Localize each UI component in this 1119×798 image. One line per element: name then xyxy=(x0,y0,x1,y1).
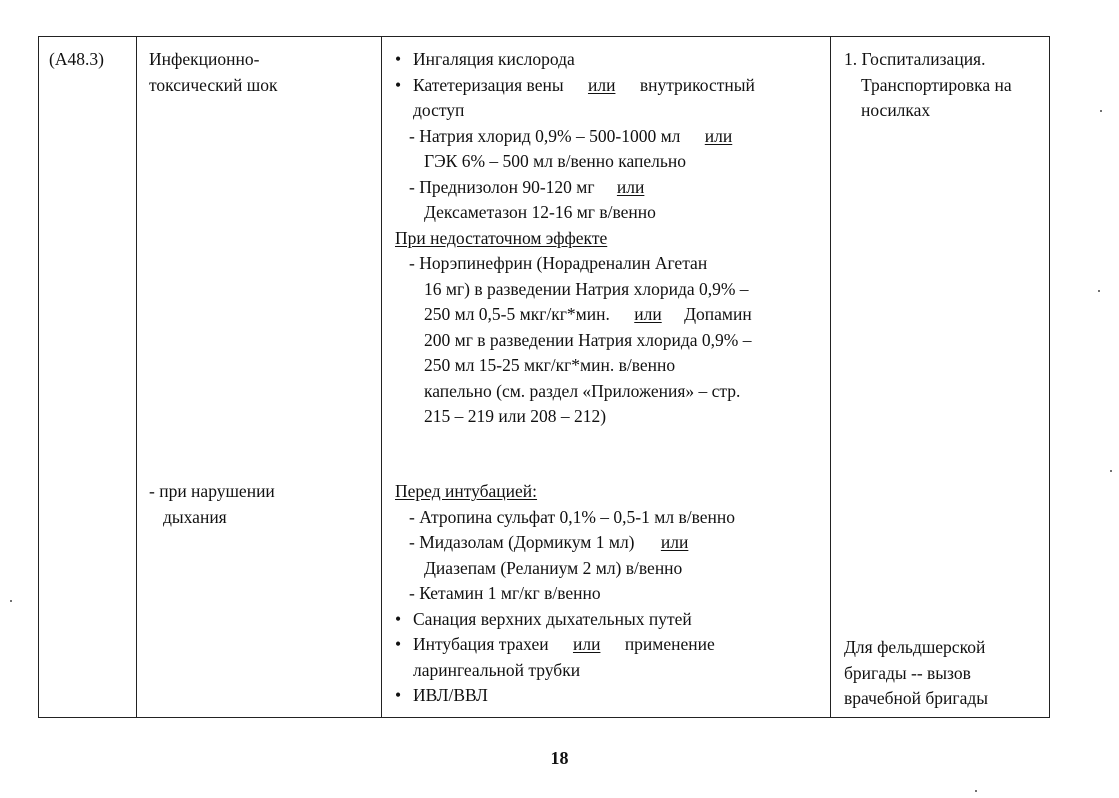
intubation-cell xyxy=(395,479,820,709)
or-connector: или xyxy=(704,125,733,146)
treatment-text: 250 мл 15-25 мкг/кг*мин. в/венно xyxy=(424,355,676,375)
treatment-text: Допамин xyxy=(684,304,752,324)
scan-speck xyxy=(10,600,12,602)
treatment-text: - Натрия хлорид 0,9% – 500-1000 мл xyxy=(409,125,681,146)
treatment-text: капельно (см. раздел «Приложения» – стр. xyxy=(424,380,741,401)
diagnosis-code-cell xyxy=(49,47,104,73)
bullet-icon: • xyxy=(395,634,402,654)
respiratory-condition-cell xyxy=(149,479,275,530)
scan-speck xyxy=(1098,290,1100,292)
section-heading: При недостаточном эффекте xyxy=(395,227,608,248)
treatment-text: - Кетамин 1 мг/кг в/венно xyxy=(409,583,601,603)
treatment-text: 250 мл 0,5-5 мкг/кг*мин. xyxy=(424,304,610,324)
page-number: 18 xyxy=(550,748,569,768)
treatment-item xyxy=(395,73,820,99)
treatment-table xyxy=(38,36,1050,718)
diagnosis-code: (A48.3) xyxy=(49,49,104,69)
bullet-icon: • xyxy=(395,685,402,705)
disposition-text: Для фельдшерской xyxy=(844,637,986,657)
respiratory-condition-line: дыхания xyxy=(163,506,227,527)
section-heading: Перед интубацией: xyxy=(395,481,538,501)
respiratory-condition-line: - при нарушении xyxy=(149,481,275,501)
scan-speck xyxy=(975,790,977,792)
disposition-text: врачебной бригады xyxy=(844,688,989,708)
treatment-text: Интубация трахеи xyxy=(413,634,549,654)
diagnosis-line: Инфекционно- xyxy=(149,49,260,69)
treatment-text: Дексаметазон 12-16 мг в/венно xyxy=(424,202,656,222)
scan-speck xyxy=(1100,110,1102,112)
treatment-text: Ингаляция кислорода xyxy=(413,49,575,69)
treatment-item xyxy=(395,632,820,658)
treatment-text: - Атропина сульфат 0,1% – 0,5-1 мл в/венно xyxy=(409,506,735,527)
treatment-line xyxy=(395,124,820,150)
treatment-text: 16 мг) в разведении Натрия хлорида 0,9% – xyxy=(424,278,749,299)
treatment-text: 200 мг в разведении Натрия хлорида 0,9% – xyxy=(424,329,752,350)
treatment-item xyxy=(395,607,820,633)
disposition-text: носилках xyxy=(861,100,931,120)
treatment-text: Катетеризация вены xyxy=(413,74,564,95)
treatment-text: Санация верхних дыхательных путей xyxy=(413,608,692,629)
treatment-text: Диазепам (Реланиум 2 мл) в/венно xyxy=(424,557,683,578)
treatment-text: - Норэпинефрин (Норадреналин Агетан xyxy=(409,253,708,273)
column-divider xyxy=(136,37,137,717)
treatment-item xyxy=(395,683,820,709)
diagnosis-name-cell xyxy=(149,47,277,98)
treatment-text: 215 – 219 или 208 – 212) xyxy=(424,406,607,426)
treatment-text: ларингеальной трубки xyxy=(413,659,581,680)
treatment-cell xyxy=(395,47,820,430)
disposition-cell xyxy=(844,47,1012,124)
or-connector: или xyxy=(634,304,662,324)
bullet-icon: • xyxy=(395,74,402,95)
treatment-line xyxy=(395,302,820,328)
or-connector: или xyxy=(660,532,689,552)
treatment-item xyxy=(395,47,820,73)
treatment-text: - Мидазолам (Дормикум 1 мл) xyxy=(409,532,635,552)
disposition-text: Транспортировка на xyxy=(861,74,1012,95)
disposition-text: 1. Госпитализация. xyxy=(844,49,986,69)
diagnosis-line: токсический шок xyxy=(149,74,278,95)
treatment-text: ГЭК 6% – 500 мл в/венно капельно xyxy=(424,151,686,171)
treatment-text: доступ xyxy=(413,100,465,120)
scan-speck xyxy=(1110,470,1112,472)
treatment-text: ИВЛ/ВВЛ xyxy=(413,685,488,705)
bullet-icon: • xyxy=(395,49,402,69)
or-connector: или xyxy=(572,634,601,654)
treatment-text: - Преднизолон 90-120 мг xyxy=(409,176,595,197)
column-divider xyxy=(381,37,382,717)
bullet-icon: • xyxy=(395,608,402,629)
treatment-line xyxy=(395,530,820,556)
or-connector: или xyxy=(616,176,645,197)
disposition-text: бригады -- вызов xyxy=(844,662,971,683)
or-connector: или xyxy=(587,74,616,95)
column-divider xyxy=(830,37,831,717)
feldsher-note-cell xyxy=(844,635,988,712)
treatment-text: внутрикостный xyxy=(639,74,755,95)
treatment-text: применение xyxy=(624,634,715,654)
treatment-line xyxy=(395,175,820,201)
